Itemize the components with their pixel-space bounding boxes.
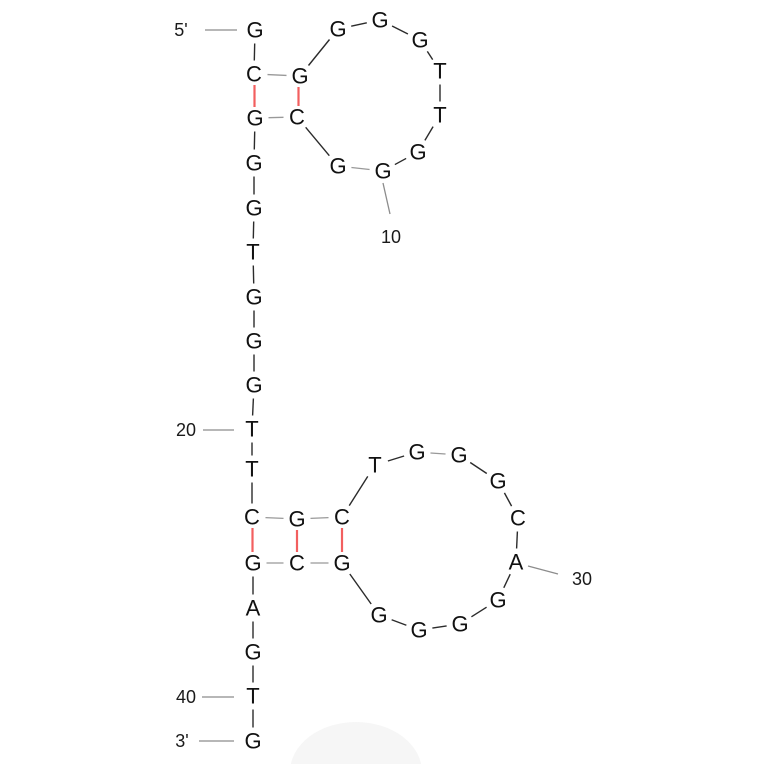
position-tick-10	[383, 183, 390, 214]
nucleotide-37-G: G	[244, 550, 262, 576]
position-label-5prime: 5'	[174, 20, 188, 40]
backbone-link-30-31	[504, 574, 510, 588]
nucleotide-30-A: A	[508, 549, 524, 575]
backbone-link-22-23	[265, 518, 283, 519]
nucleotide-16-T: T	[246, 239, 260, 265]
nucleotide-34-G: G	[370, 602, 388, 628]
backbone-link-33-34	[392, 620, 407, 626]
nucleotide-23-G: G	[288, 506, 306, 532]
backbone-link-25-26	[388, 456, 404, 461]
position-tick-30	[528, 566, 558, 574]
nucleotide-8-T: T	[433, 102, 447, 128]
backbone-link-10-11	[351, 167, 369, 169]
backbone-link-29-30	[517, 531, 518, 548]
nucleotide-7-T: T	[433, 58, 447, 84]
nucleotide-22-C: C	[244, 504, 260, 530]
nucleotide-5-G: G	[371, 7, 389, 33]
nucleotide-35-G: G	[333, 550, 351, 576]
nucleotide-31-G: G	[489, 587, 507, 613]
nucleotide-13-G: G	[246, 105, 264, 131]
nucleotide-4-G: G	[329, 16, 347, 42]
nucleotide-3-G: G	[291, 63, 309, 89]
backbone-link-23-24	[310, 518, 328, 519]
nucleotide-40-T: T	[246, 683, 260, 709]
backbone-link-5-6	[392, 26, 408, 34]
nucleotide-33-G: G	[410, 617, 428, 643]
nucleotide-12-C: C	[289, 104, 305, 130]
backbone-link-4-5	[351, 23, 367, 26]
nucleotide-29-C: C	[510, 505, 526, 531]
nucleotide-21-T: T	[245, 456, 259, 482]
nucleotide-28-G: G	[489, 468, 507, 494]
nucleotide-19-G: G	[245, 372, 263, 398]
backbone-link-8-9	[425, 127, 433, 141]
nucleotide-27-G: G	[450, 442, 468, 468]
watermark-blob	[290, 722, 422, 764]
backbone-link-27-28	[470, 462, 487, 473]
backbone-link-26-27	[430, 453, 445, 454]
position-label-30: 30	[571, 569, 593, 589]
nucleotide-11-G: G	[329, 153, 347, 179]
backbone-link-6-7	[427, 51, 432, 59]
nucleotide-26-G: G	[408, 439, 426, 465]
nucleotide-24-C: C	[334, 504, 350, 530]
position-label-40: 40	[175, 687, 197, 707]
nucleotide-10-G: G	[374, 158, 392, 184]
backbone-link-2-3	[267, 75, 286, 76]
position-label-20: 20	[175, 420, 197, 440]
nucleotide-41-G: G	[244, 728, 262, 754]
backbone-link-11-12	[306, 127, 330, 155]
nucleotide-25-T: T	[368, 452, 382, 478]
backbone-link-28-29	[504, 493, 511, 506]
nucleotide-32-G: G	[451, 611, 469, 637]
nucleotide-14-G: G	[245, 150, 263, 176]
backbone-link-34-35	[350, 574, 371, 604]
nucleotide-15-G: G	[245, 195, 263, 221]
backbone-link-24-25	[349, 476, 368, 505]
position-label-3prime: 3'	[175, 731, 189, 751]
position-label-10: 10	[380, 227, 402, 247]
nucleotide-6-G: G	[411, 27, 429, 53]
nucleotide-9-G: G	[409, 139, 427, 165]
nucleotide-17-G: G	[245, 284, 263, 310]
backbone-link-32-33	[432, 626, 446, 628]
nucleotide-1-G: G	[246, 17, 264, 43]
nucleotide-38-A: A	[245, 595, 261, 621]
backbone-link-19-20	[253, 398, 254, 415]
nucleotide-2-C: C	[246, 61, 262, 87]
nucleotide-39-G: G	[244, 639, 262, 665]
nucleotide-20-T: T	[245, 416, 259, 442]
backbone-link-31-32	[471, 607, 486, 617]
backbone-link-3-4	[308, 39, 329, 65]
nucleotide-18-G: G	[245, 328, 263, 354]
backbone-link-9-10	[395, 158, 406, 164]
nucleotide-36-C: C	[289, 550, 305, 576]
